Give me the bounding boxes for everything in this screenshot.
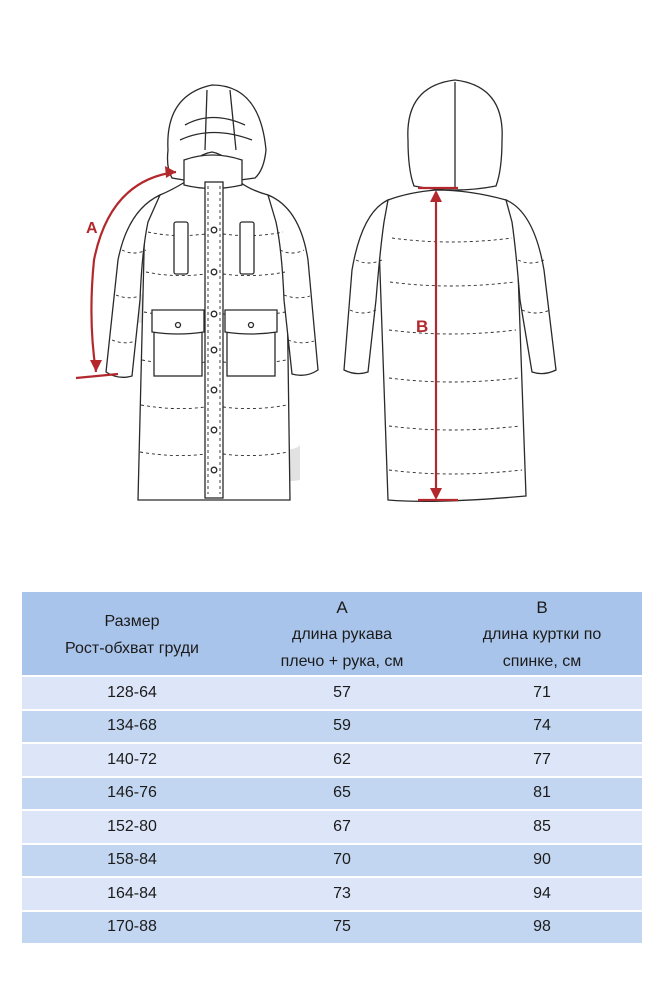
cell-a: 59: [242, 710, 442, 744]
cell-b: 90: [442, 844, 642, 878]
coat-back-view: [344, 80, 556, 501]
header-a: [242, 592, 442, 676]
header-b-line1: длина куртки по: [482, 626, 602, 643]
cell-b: 77: [442, 743, 642, 777]
cell-a: 73: [242, 877, 442, 911]
coat-front-view: [106, 85, 318, 500]
cell-b: 94: [442, 877, 642, 911]
cell-size: 164-84: [22, 877, 242, 911]
header-b-letter: B: [536, 598, 548, 617]
label-b: B: [416, 317, 429, 336]
cell-size: 170-88: [22, 911, 242, 944]
cell-a: 62: [242, 743, 442, 777]
table-row: [22, 844, 642, 878]
table-row: [22, 777, 642, 811]
label-a: A: [86, 220, 98, 237]
table-row: [22, 911, 642, 944]
table-row: [22, 676, 642, 710]
header-size: [22, 592, 242, 676]
cell-size: 158-84: [22, 844, 242, 878]
cell-a: 65: [242, 777, 442, 811]
header-b: [442, 592, 642, 676]
cell-size: 134-68: [22, 710, 242, 744]
cell-size: 140-72: [22, 743, 242, 777]
header-a-line2: плечо + рука, см: [280, 653, 404, 670]
table-row: [22, 743, 642, 777]
cell-a: 57: [242, 676, 442, 710]
cell-a: 67: [242, 810, 442, 844]
size-chart-table: [22, 592, 642, 943]
header-size-line2: Рост-обхват груди: [65, 639, 199, 657]
cell-b: 81: [442, 777, 642, 811]
table-row: [22, 710, 642, 744]
cell-size: 152-80: [22, 810, 242, 844]
cell-size: 146-76: [22, 777, 242, 811]
cell-size: 128-64: [22, 676, 242, 710]
cell-b: 74: [442, 710, 642, 744]
table-row: [22, 877, 642, 911]
cell-a: 75: [242, 911, 442, 944]
header-b-line2: спинке, см: [502, 653, 582, 670]
header-a-line1: длина рукава: [292, 626, 392, 643]
header-a-letter: A: [336, 598, 348, 617]
table-header-row: [22, 592, 642, 676]
cell-b: 98: [442, 911, 642, 944]
cell-a: 70: [242, 844, 442, 878]
header-size-line1: Размер: [104, 612, 160, 630]
cell-b: 71: [442, 676, 642, 710]
table-row: [22, 810, 642, 844]
cell-b: 85: [442, 810, 642, 844]
